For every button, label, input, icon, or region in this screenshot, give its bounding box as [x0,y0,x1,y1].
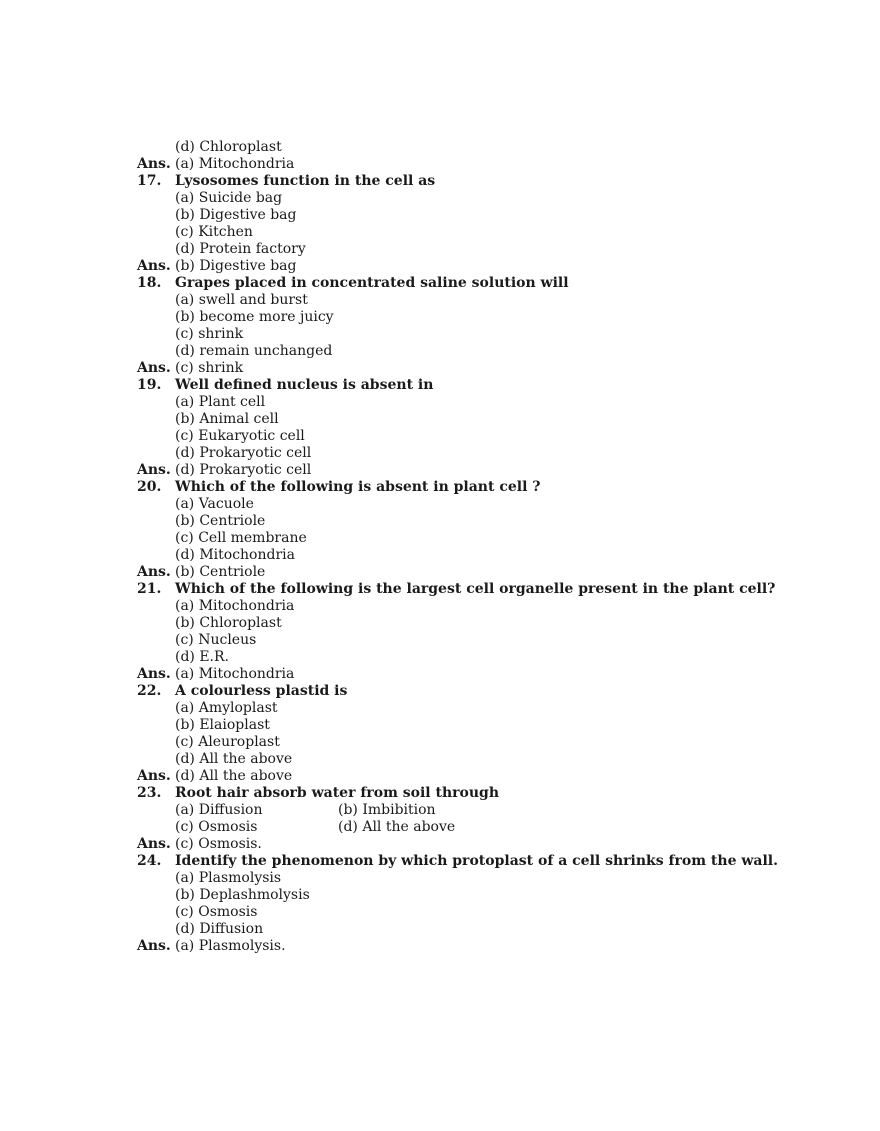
question-line [137,377,777,394]
option-text: (a) Plant cell [175,394,266,410]
answer-line [137,564,777,581]
answer-line [137,938,777,955]
option-text: (a) Amyloplast [175,700,278,716]
question-line [137,785,777,802]
question-text: Lysosomes function in the cell as [175,173,436,189]
option-text: (d) Mitochondria [175,547,295,563]
option-text: (b) Animal cell [175,411,279,427]
question-number: 23. [137,785,162,801]
question-line [137,479,777,496]
option-line [137,343,777,360]
question-text: Grapes placed in concentrated saline solution will [175,275,569,291]
option-line [137,394,777,411]
option-line [137,292,777,309]
answer-label: Ans. [137,836,171,852]
option-line [137,717,777,734]
option-line [137,139,777,156]
option-text: (d) All the above [338,819,456,835]
answer-text: (b) Digestive bag [175,258,297,274]
option-line [137,615,777,632]
option-line [137,887,777,904]
question-text: A colourless plastid is [175,683,348,699]
option-text: (d) remain unchanged [175,343,333,359]
question-number: 24. [137,853,162,869]
option-text: (b) Imbibition [338,802,436,818]
answer-text: (a) Mitochondria [175,156,295,172]
option-line [137,241,777,258]
option-line [137,207,777,224]
question-number: 17. [137,173,162,189]
answer-label: Ans. [137,156,171,172]
option-text: (a) Diffusion [175,802,263,818]
answer-text: (b) Centriole [175,564,266,580]
option-line [137,598,777,615]
option-line [137,445,777,462]
question-list [137,139,777,955]
option-text: (c) shrink [175,326,244,342]
option-line [137,309,777,326]
question-line [137,275,777,292]
option-line [137,326,777,343]
option-line [137,411,777,428]
option-line [137,530,777,547]
question-number: 20. [137,479,162,495]
option-text: (b) Elaioplast [175,717,270,733]
option-text: (c) Nucleus [175,632,257,648]
answer-line [137,768,777,785]
option-line [137,547,777,564]
answer-label: Ans. [137,360,171,376]
option-text: (a) Mitochondria [175,598,295,614]
answer-line [137,836,777,853]
answer-label: Ans. [137,258,171,274]
option-line [137,496,777,513]
option-line [137,428,777,445]
option-line [137,751,777,768]
answer-label: Ans. [137,462,171,478]
question-number: 21. [137,581,162,597]
answer-label: Ans. [137,938,171,954]
answer-label: Ans. [137,564,171,580]
question-line [137,853,777,870]
answer-line [137,360,777,377]
answer-text: (c) Osmosis. [175,836,262,852]
option-text: (a) swell and burst [175,292,308,308]
question-number: 18. [137,275,162,291]
option-text: (c) Osmosis [175,904,258,920]
answer-line [137,258,777,275]
question-text: Well defined nucleus is absent in [175,377,434,393]
option-text: (b) Digestive bag [175,207,297,223]
answer-line [137,462,777,479]
option-text: (a) Plasmolysis [175,870,282,886]
answer-text: (c) shrink [175,360,244,376]
option-text: (c) Cell membrane [175,530,307,546]
option-row [137,802,777,819]
answer-text: (d) Prokaryotic cell [175,462,312,478]
option-text: (a) Suicide bag [175,190,283,206]
question-text: Root hair absorb water from soil through [175,785,499,801]
answer-text: (a) Plasmolysis. [175,938,286,954]
answer-label: Ans. [137,666,171,682]
question-text: Identify the phenomenon by which protoplast of a cell shrinks from the wall. [175,853,778,869]
option-text: (c) Eukaryotic cell [175,428,305,444]
option-text: (b) Chloroplast [175,615,282,631]
question-text: Which of the following is the largest cell organelle present in the plant cell? [175,581,776,597]
option-row [137,819,777,836]
answer-text: (d) All the above [175,768,293,784]
option-text: (c) Aleuroplast [175,734,280,750]
option-text: (d) Diffusion [175,921,264,937]
option-text: (d) Protein factory [175,241,306,257]
option-text: (d) Prokaryotic cell [175,445,312,461]
option-text: (b) become more juicy [175,309,334,325]
option-text: (d) All the above [175,751,293,767]
option-text: (d) E.R. [175,649,229,665]
option-line [137,190,777,207]
option-line [137,870,777,887]
option-text: (c) Osmosis [175,819,258,835]
option-line [137,921,777,938]
option-text: (b) Deplashmolysis [175,887,310,903]
question-line [137,683,777,700]
option-line [137,513,777,530]
question-number: 22. [137,683,162,699]
option-line [137,224,777,241]
option-text: (d) Chloroplast [175,139,282,155]
question-text: Which of the following is absent in plant cell ? [175,479,541,495]
answer-line [137,156,777,173]
question-line [137,581,777,598]
option-line [137,649,777,666]
option-text: (b) Centriole [175,513,266,529]
answer-text: (a) Mitochondria [175,666,295,682]
question-line [137,173,777,190]
answer-line [137,666,777,683]
option-line [137,700,777,717]
option-line [137,904,777,921]
option-line [137,734,777,751]
answer-label: Ans. [137,768,171,784]
option-text: (a) Vacuole [175,496,254,512]
option-text: (c) Kitchen [175,224,253,240]
question-number: 19. [137,377,162,393]
option-line [137,632,777,649]
